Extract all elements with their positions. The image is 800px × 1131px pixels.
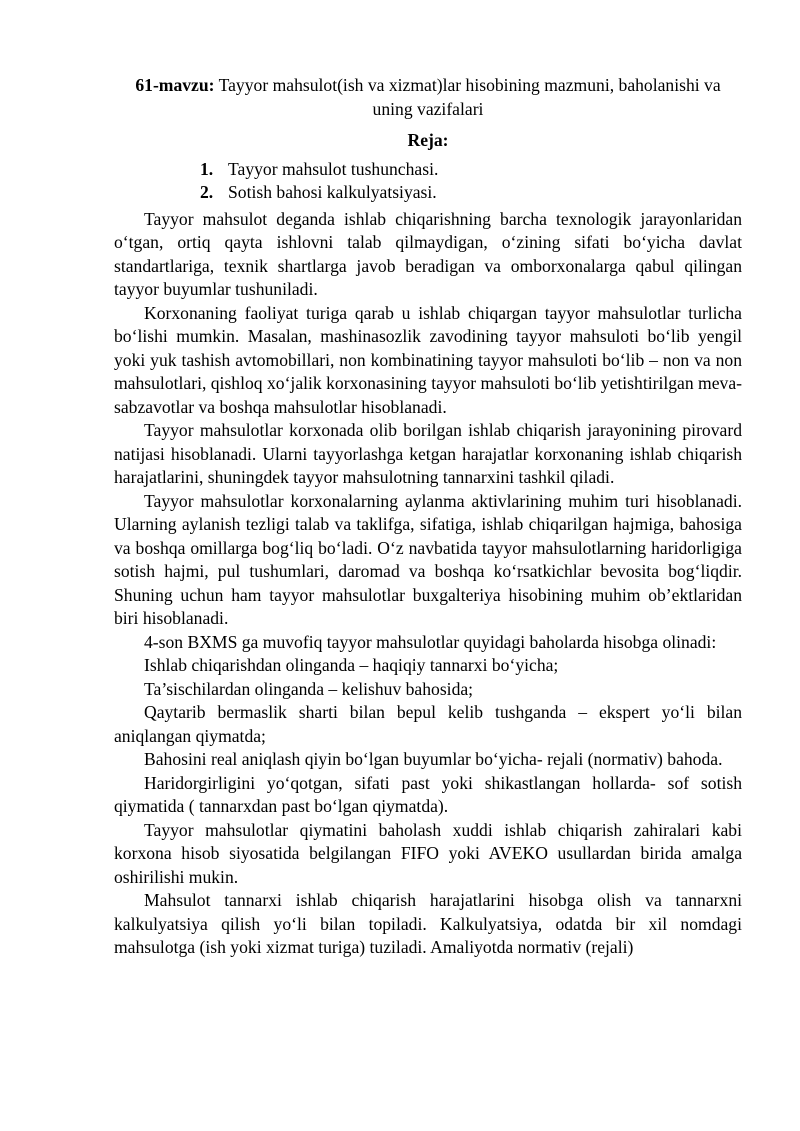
plan-item-number: 1.	[200, 158, 214, 179]
topic-title-text: Tayyor mahsulot(ish va xizmat)lar hisobining mazmuni, baholanishi va uning vazifalari	[214, 75, 721, 119]
plan-item-number: 2.	[200, 182, 214, 202]
body-paragraph: Tayyor mahsulot deganda ishlab chiqarishning barcha texnologik jarayonlaridan o‘tgan, ortiq qayta ishlovni talab qilmaydigan, o‘zining sifati bo‘yicha davlat standartlariga, texnik shartlarga javob beradigan va omborxonalarga qabul qilingan tayyor buyumlar tushuniladi.	[114, 208, 742, 299]
body-paragraph: Qaytarib bermaslik sharti bilan bepul kelib tushganda – ekspert yo‘li bilan aniqlangan qiymatda;	[114, 702, 742, 746]
body-paragraph: Mahsulot tannarxi ishlab chiqarish harajatlarini hisobga olish va tannarxni kalkulyatsiya qilish yo‘li bilan topiladi. Kalkulyatsiya, odatda bir xil nomdagi mahsulotga (ish yoki xizmat turiga) tuziladi. Amaliyotda normativ (rejali)	[114, 890, 742, 957]
plan-list	[114, 158, 742, 205]
body-paragraph: Tayyor mahsulotlar qiymatini baholash xuddi ishlab chiqarish zahiralari kabi korxona hisob siyosatida belgilangan FIFO yoki AVEKO usullardan birida amalga oshirilishi mukin.	[114, 819, 742, 887]
body-paragraph: Korxonaning faoliyat turiga qarab u ishlab chiqargan tayyor mahsulotlar turlicha bo‘lishi mumkin. Masalan, mashinasozlik zavodining tayyor mahsuloti bo‘lib yengil yoki yuk tashish avtomobillari, non kombinatining tayyor mahsuloti bo‘lib – non va non mahsulotlari, qishloq xo‘jalik korxonasining tayyor mahsuloti bo‘lib yetishtirilgan meva-sabzavotlar va boshqa mahsulotlar hisoblanadi.	[114, 302, 742, 417]
plan-heading: Reja:	[407, 130, 449, 150]
plan-item	[114, 181, 742, 205]
plan-item-text: Sotish bahosi kalkulyatsiyasi.	[228, 182, 437, 202]
body-paragraph: Ta’sischilardan olinganda – kelishuv bahosida;	[144, 678, 474, 699]
document-title	[114, 74, 742, 121]
plan-item-text: Tayyor mahsulot tushunchasi.	[228, 158, 439, 179]
body-paragraph: Ishlab chiqarishdan olinganda – haqiqiy tannarxi bo‘yicha;	[144, 655, 559, 675]
document-page	[114, 74, 742, 960]
body-paragraph: Tayyor mahsulotlar korxonada olib borilgan ishlab chiqarish jarayonining pirovard natijasi hisoblanadi. Ularni tayyorlashga ketgan harajatlar korxonaning ishlab chiqarish harajatlarini, shuningdek tayyor mahsulotning tannarxini tashkil qiladi.	[114, 420, 742, 487]
plan-item	[114, 158, 742, 182]
body-paragraph: Bahosini real aniqlash qiyin bo‘lgan buyumlar bo‘yicha- rejali (normativ) bahoda.	[144, 749, 723, 769]
body-paragraph: Haridorgirligini yo‘qotgan, sifati past yoki shikastlangan hollarda- sof sotish qiymatida ( tannarxdan past bo‘lgan qiymatda).	[114, 772, 742, 816]
body-paragraph: Tayyor mahsulotlar korxonalarning aylanma aktivlarining muhim turi hisoblanadi. Ularning aylanish tezligi talab va taklifga, sifatiga, ishlab chiqarilgan hajmiga, bahosiga va boshqa omillarga bog‘liq bo‘ladi. O‘z navbatida tayyor mahsulotlarning haridorligiga sotish hajmi, pul tushumlari, daromad va boshqa ko‘rsatkichlar bevosita bog‘liqdir. Shuning uchun ham tayyor mahsulotlar buxgalteriya hisobining muhim ob’ektlaridan biri hisoblanadi.	[114, 490, 742, 628]
body-paragraph: 4-son BXMS ga muvofiq tayyor mahsulotlar quyidagi baholarda hisobga olinadi:	[144, 631, 717, 652]
topic-number: 61-mavzu:	[135, 75, 215, 95]
